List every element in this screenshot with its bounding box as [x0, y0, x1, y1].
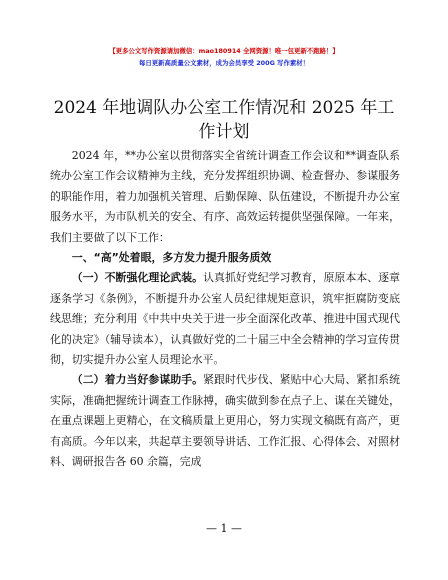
document-body — [50, 146, 400, 473]
section-heading-1: 一、“高”处着眼，多方发力提升服务质效 — [71, 251, 272, 265]
subsection-paragraph-2 — [50, 370, 400, 472]
subsection-text-2: 紧跟时代步伐、紧贴中心大局、紧扣系统实际，准确把握统计调查工作脉搏，确实做到参在点子上、谋在关键处，在重点课题上更精心，在文稿质量上更用心，努力实现文稿既有高产，更有高质。今年以来，共起草主要领导讲话、工作汇报、心得体会、对照材料、调研报告各 60 余篇，完成 — [50, 373, 400, 469]
subsection-text-1: 认真抓好党纪学习教育，原原本本、逐章逐条学习《条例》，不断提升办公室人员纪律规矩意识，筑牢拒腐防变底线思维；充分利用《中共中央关于进一步全面深化改革、推进中国式现代化的决定》（辅导读本），认真做好党的二十届三中全会精神的学习宣传贯彻，切实提升办公室人员理论水平。 — [50, 271, 400, 367]
intro-paragraph: 2024 年，**办公室以贯彻落实全省统计调查工作会议和**调查队系统办公室工作会议精神为主线，充分发挥组织协调、检查督办、参谋服务的职能作用，着力加强机关管理、后勤保障、队伍建设，不断提升办公室服务水平，为市队机关的安全、有序、高效运转提供坚强保障。一年来，我们主要做了以下工作： — [50, 149, 400, 244]
subsection-heading-2: （二）着力当好参谋助手。 — [71, 373, 204, 387]
subsection-heading-1: （一）不断强化理论武装。 — [71, 271, 204, 285]
page-number: — 1 — — [206, 522, 242, 535]
promo-banner-line1: 【更多公文写作资源请加微信：mao180914 全网资源！唯一包更新不跑路！】 — [109, 47, 339, 55]
subsection-paragraph-1 — [50, 268, 400, 370]
promo-banner-line2: 每日更新高质量公文素材，成为会员享受 200G 写作素材！ — [138, 59, 310, 67]
document-title: 2024 年地调队办公室工作情况和 2025 年工作计划 — [53, 98, 395, 142]
